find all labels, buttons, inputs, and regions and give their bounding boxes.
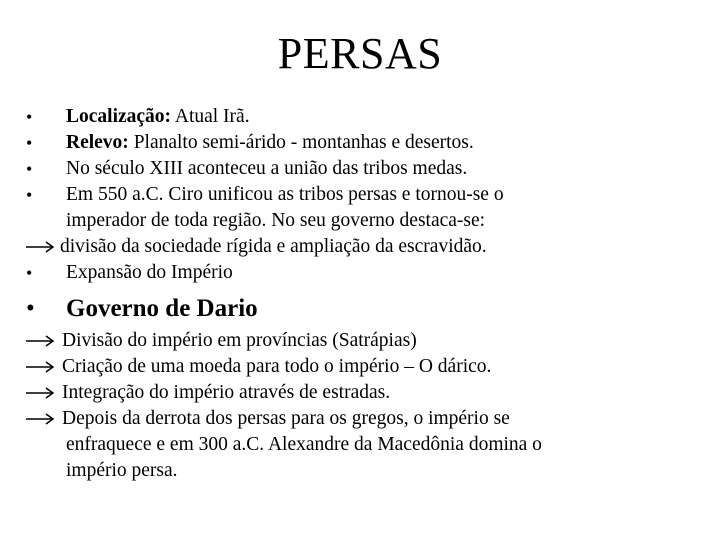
bullet-label: Localização: [66,106,172,127]
arrow-right-icon [26,328,62,354]
arrow-right-icon [26,234,60,260]
bullet-text: Expansão do Império [66,262,233,283]
dario-item [26,354,706,380]
bullet-text: Atual Irã. [171,106,250,127]
dario-item-text: Depois da derrota dos persas para os gregos, o império se [62,408,510,429]
bullet-seculo-xiii [26,156,706,182]
dario-item-continuation: império persa. [66,460,178,481]
arrow-right-icon [26,380,62,406]
bullet-relevo [26,130,706,156]
arrow-right-icon [26,406,62,432]
dario-item [26,328,706,354]
arrow-right-icon [26,354,62,380]
bullet-icon: • [26,263,33,283]
bullet-ciro [26,182,706,234]
bullet-icon: • [26,185,33,205]
bullet-text: Em 550 a.C. Ciro unificou as tribos persas e tornou-se o [66,184,504,205]
dario-item [26,380,706,406]
bullet-icon: • [26,133,33,153]
slide-title: PERSAS [277,29,443,78]
bullet-text-continuation: imperador de toda região. No seu governo destaca-se: [66,210,486,231]
bullet-label: Relevo: [66,132,129,153]
slide-body [26,104,706,484]
bullet-text: No século XIII aconteceu a união das tribos medas. [66,158,468,179]
arrow-note [26,234,706,260]
bullet-icon: • [26,159,33,179]
dario-item-text: Criação de uma moeda para todo o império – O dárico. [62,356,492,377]
arrow-note-text: divisão da sociedade rígida e ampliação da escravidão. [60,236,487,257]
section-heading-text: Governo de Dario [66,295,258,322]
dario-item [26,406,706,484]
dario-item-text: Integração do império através de estradas. [62,382,391,403]
bullet-icon: • [26,107,33,127]
dario-item-continuation: enfraquece e em 300 a.C. Alexandre da Macedônia domina o [66,434,542,455]
bullet-icon: • [26,295,35,322]
section-heading-dario [26,292,706,326]
bullet-text: Planalto semi-árido - montanhas e desertos. [128,132,474,153]
dario-item-text: Divisão do império em províncias (Satrápias) [62,330,417,351]
bullet-localizacao [26,104,706,130]
bullet-expansao [26,260,706,286]
